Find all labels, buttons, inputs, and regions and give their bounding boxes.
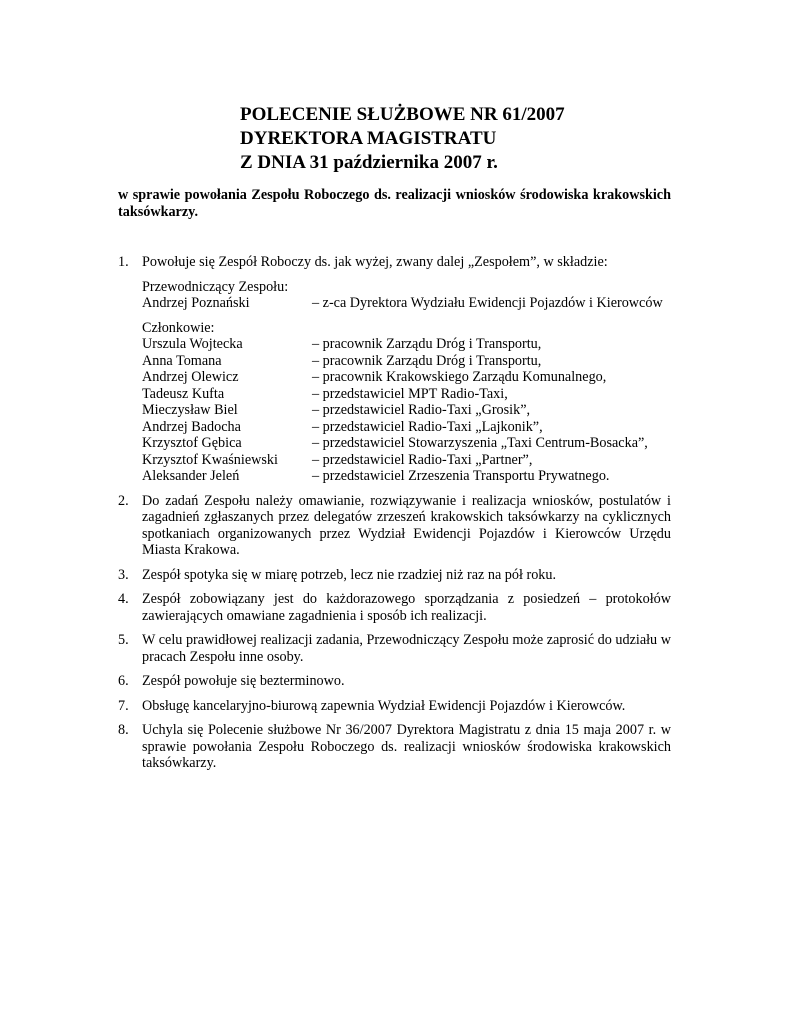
chair-name: Andrzej Poznański: [142, 295, 250, 311]
list-item-6: [118, 673, 671, 690]
item-text: Do zadań Zespołu należy omawianie, rozwiązywanie i realizacja wniosków, postulatów i zagadnień zgłaszanych przez delegatów zrzeszeń krakowskich taksówkarzy na cyklicznych spotkaniach organizowanych przez Wydział Ewidencji Pojazdów i Kierowców Urzędu Miasta Krakowa.: [142, 492, 671, 558]
member-role: – przedstawiciel Radio-Taxi „Partner”,: [312, 451, 533, 468]
member-row: [142, 419, 671, 436]
item-text: Obsługę kancelaryjno-biurową zapewnia Wydział Ewidencji Pojazdów i Kierowców.: [142, 697, 626, 714]
member-role: – przedstawiciel Zrzeszenia Transportu Prywatnego.: [312, 468, 610, 484]
member-role: – przedstawiciel Stowarzyszenia „Taxi Centrum-Bosacka”,: [312, 435, 648, 451]
member-role: – przedstawiciel MPT Radio-Taxi,: [312, 385, 508, 402]
member-row: [142, 435, 671, 452]
title-line-3: Z DNIA 31 października 2007 r.: [240, 152, 498, 173]
item-text: Powołuje się Zespół Roboczy ds. jak wyżej, zwany dalej „Zespołem”, w składzie:: [142, 254, 608, 270]
item-text: Uchyla się Polecenie służbowe Nr 36/2007 Dyrektora Magistratu z dnia 15 maja 2007 r. w sprawie powołania Zespołu Roboczego ds. realizacji wniosków środowiska krakowskich taksówkarzy.: [142, 722, 671, 771]
item-text: Zespół spotyka się w miarę potrzeb, lecz nie rzadziej niż raz na pół roku.: [142, 566, 557, 583]
member-row: [142, 402, 671, 419]
numbered-list: [118, 254, 671, 772]
list-item-1: [118, 254, 671, 485]
members-section: [142, 320, 671, 485]
chair-heading: Przewodniczący Zespołu:: [142, 278, 289, 295]
item-number: 6.: [118, 673, 129, 689]
member-name: Andrzej Olewicz: [142, 369, 239, 385]
item-text: W celu prawidłowej realizacji zadania, Przewodniczący Zespołu może zaprosić do udziału w pracach Zespołu inne osoby.: [142, 632, 671, 665]
chair-role: – z-ca Dyrektora Wydziału Ewidencji Pojazdów i Kierowców: [312, 295, 663, 311]
member-name: Krzysztof Gębica: [142, 435, 242, 451]
list-item-5: [118, 632, 671, 665]
item-number: 1.: [118, 254, 129, 270]
list-item-8: [118, 722, 671, 772]
member-name: Aleksander Jeleń: [142, 468, 240, 484]
member-row: [142, 369, 671, 386]
member-row: [142, 353, 671, 370]
member-name: Mieczysław Biel: [142, 402, 238, 418]
list-item-2: [118, 493, 671, 559]
list-item-7: [118, 698, 671, 715]
members-heading: Członkowie:: [142, 319, 215, 336]
chair-section: [142, 279, 671, 312]
member-role: – pracownik Zarządu Dróg i Transportu,: [312, 336, 542, 352]
item-number: 2.: [118, 492, 129, 509]
item-number: 3.: [118, 566, 129, 583]
list-item-3: [118, 567, 671, 584]
member-row: [142, 468, 671, 485]
member-role: – pracownik Zarządu Dróg i Transportu,: [312, 352, 542, 369]
member-name: Urszula Wojtecka: [142, 336, 243, 352]
item-number: 5.: [118, 632, 129, 648]
item-number: 4.: [118, 591, 129, 607]
member-row: [142, 452, 671, 469]
member-role: – przedstawiciel Radio-Taxi „Lajkonik”,: [312, 418, 543, 435]
member-name: Tadeusz Kufta: [142, 385, 225, 402]
title-line-1: POLECENIE SŁUŻBOWE NR 61/2007: [240, 104, 565, 125]
member-row: [142, 386, 671, 403]
item-text: Zespół powołuje się bezterminowo.: [142, 673, 345, 689]
member-name: Anna Tomana: [142, 352, 222, 369]
title-line-2: DYREKTORA MAGISTRATU: [240, 128, 497, 149]
item-number: 8.: [118, 722, 129, 738]
item-number: 7.: [118, 697, 129, 714]
member-role: – przedstawiciel Radio-Taxi „Grosik”,: [312, 402, 531, 418]
item-text: Zespół zobowiązany jest do każdorazowego sporządzania z posiedzeń – protokołów zawierających omawiane zagadnienia i sposób ich realizacji.: [142, 591, 671, 624]
document-subject: w sprawie powołania Zespołu Roboczego ds. realizacji wniosków środowiska krakowskich taksówkarzy.: [118, 187, 671, 220]
chair-row: [142, 295, 671, 312]
list-item-4: [118, 591, 671, 624]
document-title: [240, 103, 565, 175]
member-name: Krzysztof Kwaśniewski: [142, 451, 278, 468]
member-name: Andrzej Badocha: [142, 418, 241, 435]
member-row: [142, 336, 671, 353]
member-role: – pracownik Krakowskiego Zarządu Komunalnego,: [312, 369, 607, 385]
